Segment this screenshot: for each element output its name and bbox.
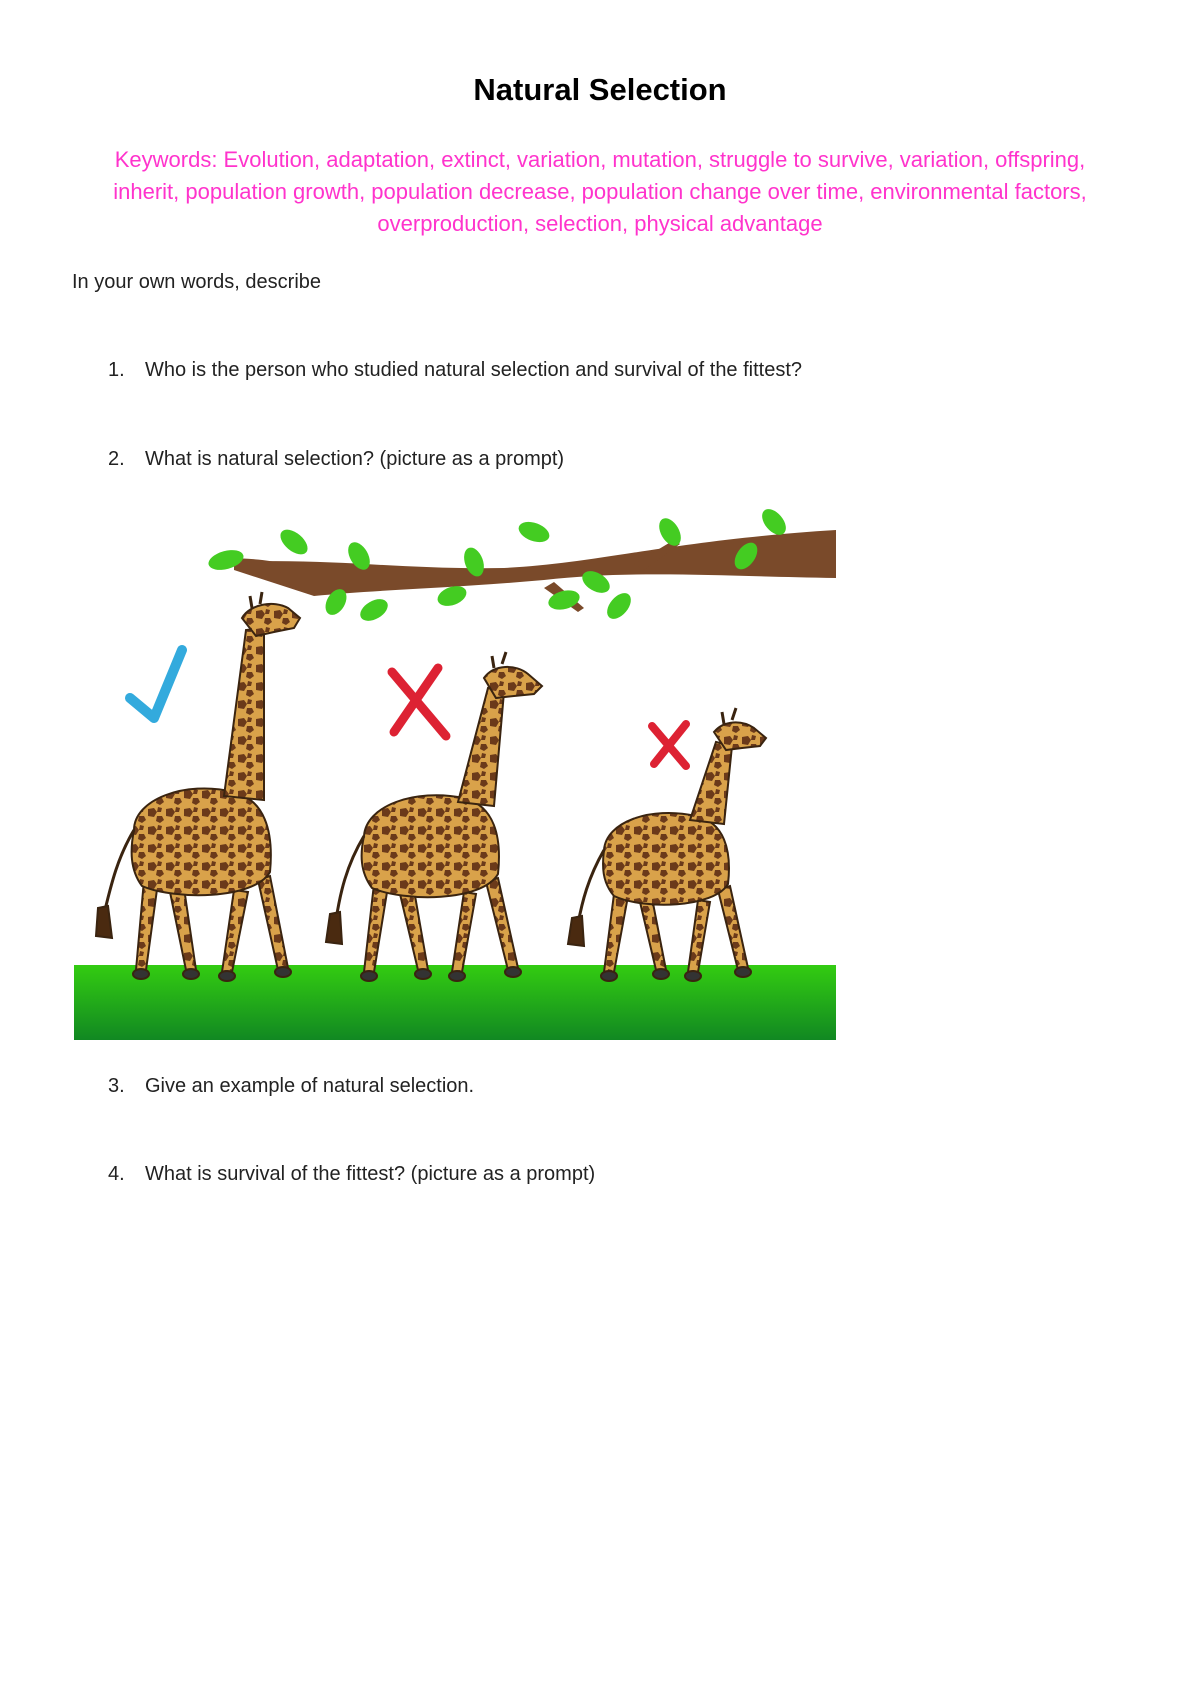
check-icon [130,650,182,718]
question-text: What is survival of the fittest? (picture as a prompt) [145,1163,596,1185]
giraffe-medium [326,652,542,981]
question-number: 2. [108,448,125,470]
question-number: 4. [108,1163,125,1185]
question-number: 3. [108,1075,125,1097]
question-2 [108,448,564,471]
question-number: 1. [108,359,125,381]
giraffe-illustration [74,500,836,1040]
intro-text: In your own words, describe [72,271,322,293]
question-text: Give an example of natural selection. [145,1075,475,1097]
giraffe-tall [96,592,300,981]
cross-icon [652,724,686,766]
question-text: What is natural selection? (picture as a prompt) [145,448,565,470]
question-4 [108,1163,595,1186]
question-1 [108,359,802,382]
page-title: Natural Selection [473,72,727,107]
keywords-paragraph: Keywords: Evolution, adaptation, extinct, variation, mutation, struggle to survive, variation, offspring, inherit, population growth, population decrease, population change over time, environmental factors, overproduction, selection, physical advantage [113,147,1087,236]
cross-icon [392,668,446,736]
branch [224,530,836,612]
question-3 [108,1075,474,1098]
question-text: Who is the person who studied natural selection and survival of the fittest? [145,359,803,381]
